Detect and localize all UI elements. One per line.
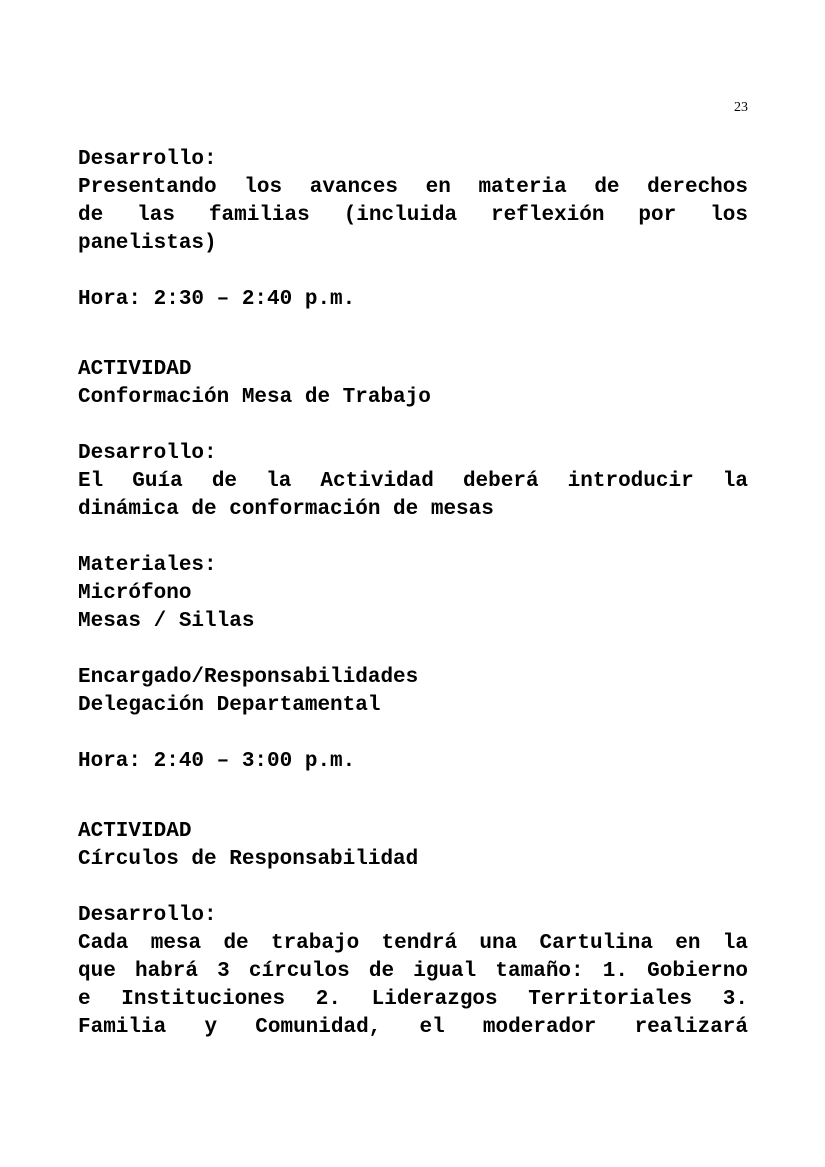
paragraph-line: Familia y Comunidad, el moderador realizará	[78, 1016, 748, 1039]
page-number: 23	[734, 100, 748, 115]
paragraph-line: Cada mesa de trabajo tendrá una Cartulina en la	[78, 932, 748, 955]
desarrollo-heading: Desarrollo:	[78, 148, 217, 171]
hora-line: Hora: 2:40 – 3:00 p.m.	[78, 750, 356, 773]
actividad-heading: ACTIVIDAD	[78, 820, 192, 843]
paragraph-line: de las familias (incluida reflexión por los	[78, 204, 748, 227]
actividad-title: Círculos de Responsabilidad	[78, 848, 419, 871]
paragraph-line: El Guía de la Actividad deberá introducir la	[78, 470, 748, 493]
paragraph-line: e Instituciones 2. Liderazgos Territoriales 3.	[78, 988, 748, 1011]
materiales-item: Mesas / Sillas	[78, 610, 255, 633]
materiales-heading: Materiales:	[78, 554, 217, 577]
encargado-value: Delegación Departamental	[78, 694, 381, 717]
paragraph-line: Presentando los avances en materia de derechos	[78, 176, 748, 199]
paragraph-line: panelistas)	[78, 232, 217, 255]
actividad-heading: ACTIVIDAD	[78, 358, 192, 381]
page-content	[78, 146, 748, 1042]
desarrollo-heading: Desarrollo:	[78, 904, 217, 927]
desarrollo-heading: Desarrollo:	[78, 442, 217, 465]
materiales-item: Micrófono	[78, 582, 192, 605]
paragraph-line: que habrá 3 círculos de igual tamaño: 1. Gobierno	[78, 960, 748, 983]
paragraph-line: dinámica de conformación de mesas	[78, 498, 494, 521]
actividad-title: Conformación Mesa de Trabajo	[78, 386, 431, 409]
hora-line: Hora: 2:30 – 2:40 p.m.	[78, 288, 356, 311]
encargado-heading: Encargado/Responsabilidades	[78, 666, 419, 689]
